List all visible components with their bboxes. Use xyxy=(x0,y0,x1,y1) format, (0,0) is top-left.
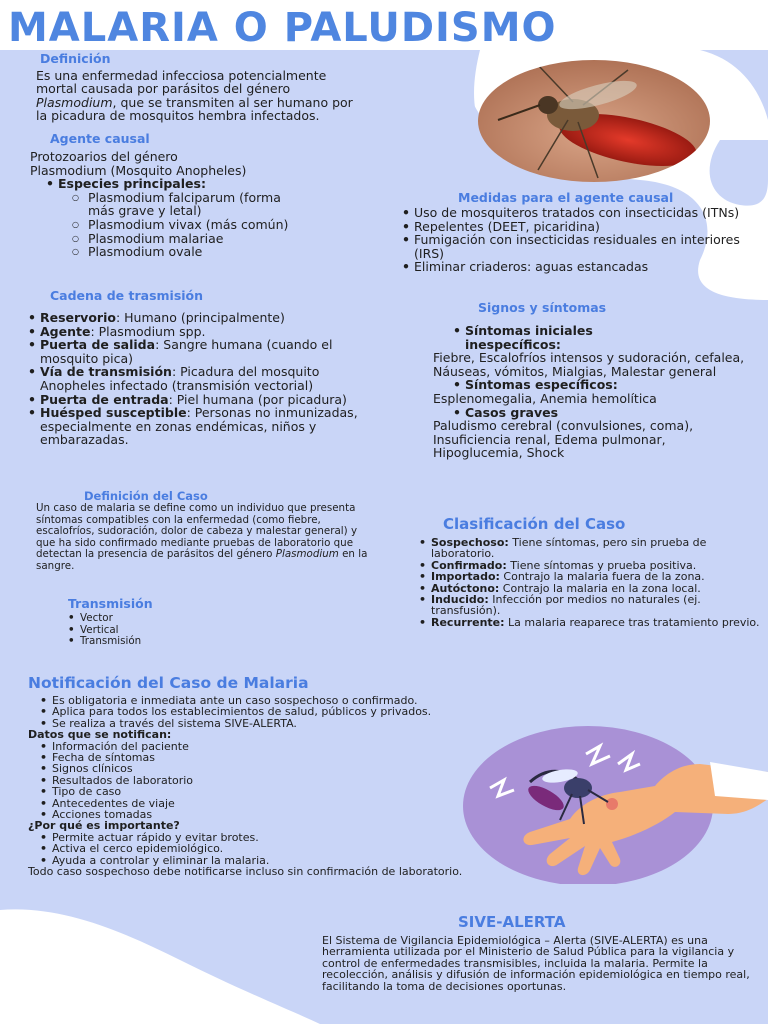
signos-iniciales-text: Fiebre, Escalofríos intensos y sudoración, cefalea, Náuseas, vómitos, Mialgias, Malestar general xyxy=(433,350,745,379)
agente-heading: Agente causal xyxy=(50,131,150,146)
clasificacion-label: Sospechoso: xyxy=(431,536,509,549)
cadena-text: : Piel humana (por picadura) xyxy=(168,391,347,407)
definicion-heading: Definición xyxy=(40,51,111,66)
cadena-label: Agente xyxy=(40,323,91,339)
datos-label: Datos que se notifican: xyxy=(28,728,172,742)
clasificacion-text: Infección por medios no naturales (ej. transfusión). xyxy=(431,593,701,618)
sive-text: El Sistema de Vigilancia Epidemiológica – Alerta (SIVE-ALERTA) es una herramienta utilizada por el Ministerio de Salud Pública para la vigilancia y control de enfermedades transmisibles, incluida la malaria. Permite la recolección, análisis y difusión de información epidemiológica en tiempo real, facilitando la toma de decisiones oportunas. xyxy=(322,934,750,993)
signos-especificos-text: Esplenomegalia, Anemia hemolítica xyxy=(433,390,657,406)
cadena-item xyxy=(26,406,386,447)
species-item: ○ Plasmodium ovale xyxy=(70,245,310,259)
signos-label xyxy=(451,406,751,420)
medidas-list xyxy=(400,206,758,274)
clasificacion-item xyxy=(417,537,762,560)
transmision-item: • Vertical xyxy=(66,625,266,637)
cadena-text: : Picadura del mosquito Anopheles infectado (transmisión vectorial) xyxy=(40,364,320,393)
cadena-item xyxy=(26,393,386,407)
cadena-item xyxy=(26,325,386,339)
clasificacion-heading: Clasificación del Caso xyxy=(443,515,626,533)
cadena-text: : Plasmodium spp. xyxy=(90,323,206,339)
porque-label: ¿Por qué es importante? xyxy=(28,819,180,833)
cadena-label: Vía de transmisión xyxy=(40,364,172,380)
definicion-line xyxy=(36,96,476,109)
species-item: ○ Plasmodium falciparum (forma más grave y letal) xyxy=(70,191,310,218)
notificacion-block xyxy=(28,695,498,878)
agente-line: Plasmodium (Mosquito Anopheles) xyxy=(30,162,247,178)
clasificacion-item xyxy=(417,594,762,617)
definicion-text xyxy=(36,69,476,123)
porque-item: • Ayuda a controlar y eliminar la malaria. xyxy=(38,855,498,866)
clasificacion-item xyxy=(417,617,762,628)
cadena-label: Huésped susceptible xyxy=(40,405,187,421)
signos-iniciales-label: Síntomas iniciales inespecíficos: xyxy=(465,323,593,352)
agente-line: Protozoarios del género xyxy=(30,149,178,164)
clasificacion-label: Inducido: xyxy=(431,593,489,607)
medidas-item: • Fumigación con insecticidas residuales en interiores (IRS) xyxy=(400,233,758,260)
notificacion-item: • Aplica para todos los establecimientos de salud, públicos y privados. xyxy=(38,706,498,717)
signos-block xyxy=(433,324,751,460)
datos-item: • Signos clínicos xyxy=(38,763,498,774)
clasificacion-text: Tiene síntomas, pero sin prueba de laboratorio. xyxy=(431,536,707,561)
agente-text xyxy=(30,150,390,259)
def-caso-end: en la sangre. xyxy=(36,548,368,572)
datos-item: • Acciones tomadas xyxy=(38,809,498,820)
def-caso-main: Un caso de malaria se define como un individuo que presenta síntomas compatibles con la enfermedad (como fiebre, escalofríos, sudoración, dolor de cabeza y malestar general) y que ha sido confirmado mediante pruebas de laboratorio que detectan la presencia de parásitos del género xyxy=(36,502,358,561)
transmision-list xyxy=(66,613,266,648)
notificacion-closing: Todo caso sospechoso debe notificarse incluso sin confirmación de laboratorio. xyxy=(28,865,463,879)
medidas-item: • Uso de mosquiteros tratados con insecticidas (ITNs) xyxy=(400,206,758,220)
clasificacion-label: Importado: xyxy=(431,570,500,584)
datos-item: • Resultados de laboratorio xyxy=(38,775,498,786)
mosquito-photo xyxy=(478,60,710,182)
clasificacion-text: Tiene síntomas y prueba positiva. xyxy=(506,558,697,572)
signos-especificos-label: Síntomas específicos: xyxy=(465,377,618,393)
cadena-heading: Cadena de trasmisión xyxy=(50,288,204,303)
clasificacion-text: Contrajo la malaria fuera de la zona. xyxy=(499,570,705,584)
cadena-label: Puerta de entrada xyxy=(40,391,169,407)
cadena-text: : Sangre humana (cuando el mosquito pica) xyxy=(40,337,333,366)
def-caso-text xyxy=(36,503,370,573)
cadena-list xyxy=(26,311,386,447)
definicion-line: mortal causada por parásitos del género xyxy=(36,81,291,97)
transmision-item: • Transmisión xyxy=(66,636,266,648)
genus-italic: Plasmodium xyxy=(36,94,113,110)
clasificacion-text: Contrajo la malaria en la zona local. xyxy=(499,581,701,595)
notificacion-item: • Es obligatoria e inmediata ante un caso sospechoso o confirmado. xyxy=(38,695,498,706)
clasificacion-text: La malaria reaparece tras tratamiento previo. xyxy=(504,615,760,629)
signos-label xyxy=(451,324,651,351)
notificacion-item: • Se realiza a través del sistema SIVE-ALERTA. xyxy=(38,718,498,729)
cadena-text: : Humano (principalmente) xyxy=(115,310,285,325)
cadena-text: : Personas no inmunizadas, especialmente en zonas endémicas, niños y embarazadas. xyxy=(40,405,358,448)
datos-item: • Tipo de caso xyxy=(38,786,498,797)
def-caso-heading: Definición del Caso xyxy=(84,489,208,503)
notificacion-heading: Notificación del Caso de Malaria xyxy=(28,674,309,692)
definicion-line-rest: , que se transmiten al ser humano por xyxy=(112,94,353,110)
signos-graves-text: Paludismo cerebral (convulsiones, coma), Insuficiencia renal, Edema pulmonar, Hipoglucemia, Shock xyxy=(433,418,694,461)
transmision-heading: Transmisión xyxy=(68,596,153,611)
def-caso-italic: Plasmodium xyxy=(275,548,339,561)
definicion-line: la picadura de mosquitos hembra infectados. xyxy=(36,108,320,124)
definicion-line: Es una enfermedad infecciosa potencialmente xyxy=(36,68,327,83)
species-label xyxy=(44,177,390,259)
cadena-item xyxy=(26,311,386,325)
species-label-text: Especies principales: xyxy=(58,176,206,192)
medidas-heading: Medidas para el agente causal xyxy=(458,190,674,205)
datos-item: • Información del paciente xyxy=(38,741,498,752)
mosquito-bite-illustration xyxy=(460,724,768,884)
clasificacion-label: Confirmado: xyxy=(431,558,507,572)
cadena-label: Reservorio xyxy=(40,310,116,325)
clasificacion-list xyxy=(417,537,762,628)
page-title: MALARIA O PALUDISMO xyxy=(8,5,557,51)
cadena-label: Puerta de salida xyxy=(40,337,156,353)
sive-heading: SIVE-ALERTA xyxy=(458,913,566,931)
cadena-item xyxy=(26,365,386,392)
species-item: ○ Plasmodium malariae xyxy=(70,232,310,246)
datos-item: • Antecedentes de viaje xyxy=(38,798,498,809)
datos-item: • Fecha de síntomas xyxy=(38,752,498,763)
porque-item: • Permite actuar rápido y evitar brotes. xyxy=(38,832,498,843)
porque-item: • Activa el cerco epidemiológico. xyxy=(38,843,498,854)
signos-graves-label: Casos graves xyxy=(465,404,559,420)
clasificacion-label: Recurrente: xyxy=(431,615,505,629)
transmision-item: • Vector xyxy=(66,613,266,625)
signos-heading: Signos y síntomas xyxy=(478,300,607,315)
signos-label xyxy=(451,378,751,392)
medidas-item: • Repelentes (DEET, picaridina) xyxy=(400,220,758,234)
species-item: ○ Plasmodium vivax (más común) xyxy=(70,218,310,232)
medidas-item: • Eliminar criaderos: aguas estancadas xyxy=(400,260,758,274)
clasificacion-label: Autóctono: xyxy=(431,581,500,595)
cadena-item xyxy=(26,338,386,365)
